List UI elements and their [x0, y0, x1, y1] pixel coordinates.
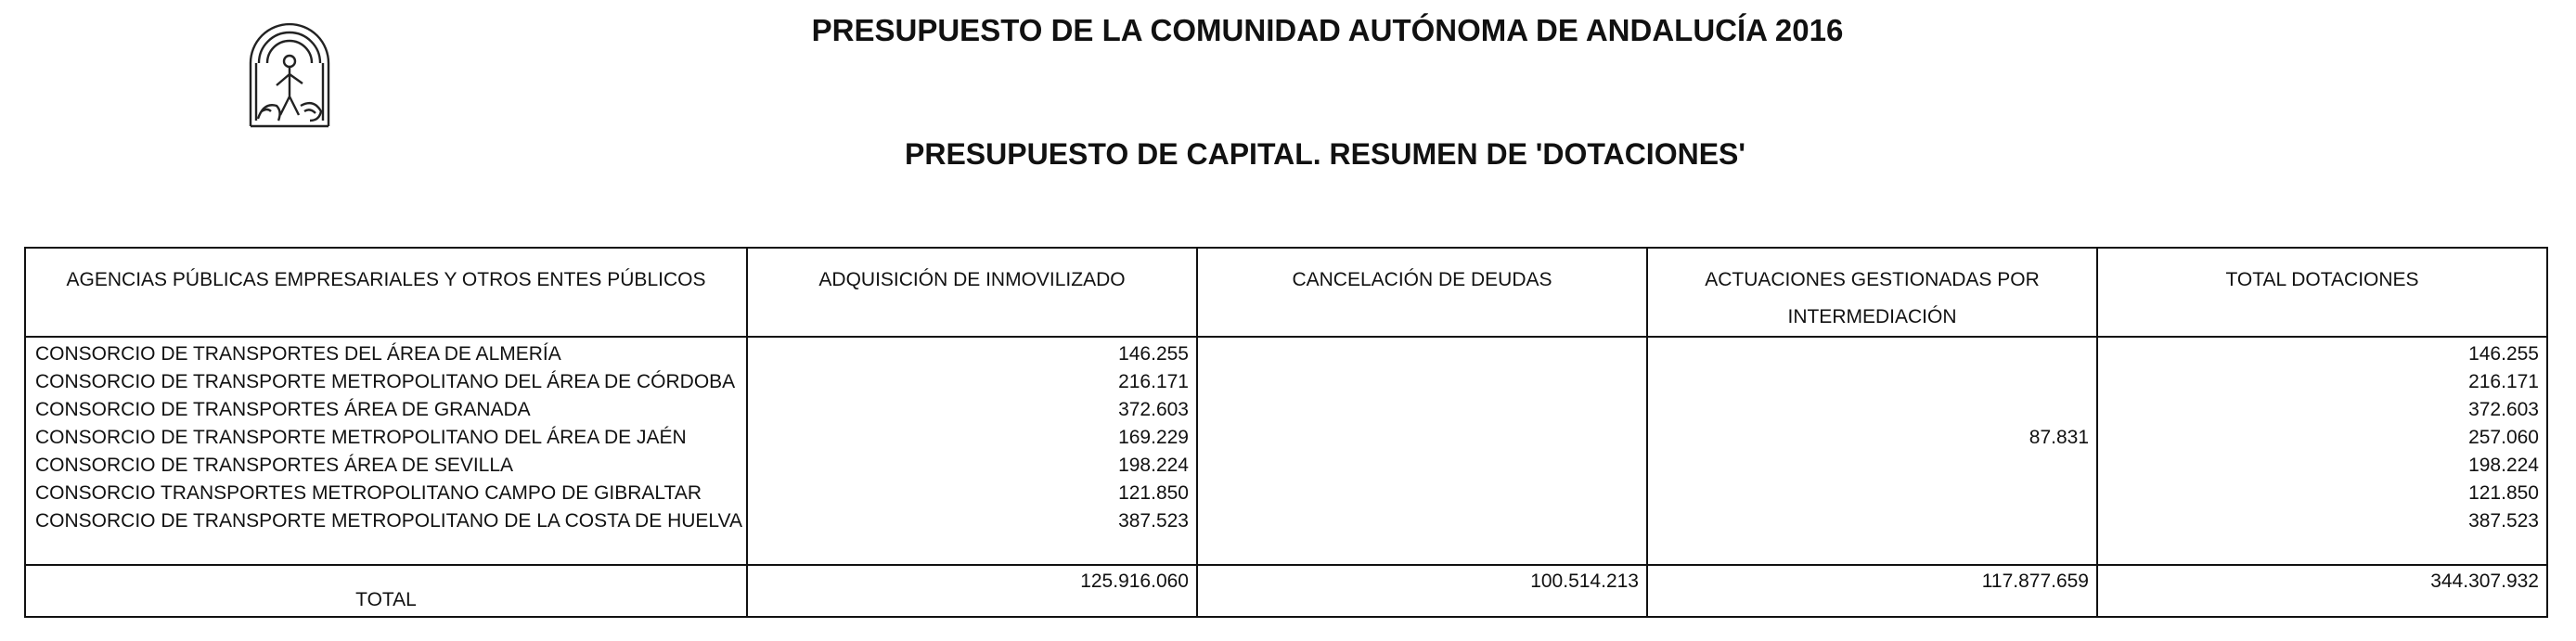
- debt-cancellation-value: [1198, 424, 1646, 452]
- debt-cancellation-value: [1198, 507, 1646, 535]
- table-body-row: [25, 337, 2547, 565]
- intermediation-value: [1648, 480, 2096, 507]
- column-header-total: TOTAL DOTACIONES: [2097, 248, 2547, 337]
- entity-name: CONSORCIO DE TRANSPORTES ÁREA DE GRANADA: [35, 399, 531, 420]
- entity-name: CONSORCIO DE TRANSPORTES ÁREA DE SEVILLA: [35, 455, 514, 476]
- total-values-cell: [2097, 337, 2547, 565]
- debt-cancellation-value: [1198, 368, 1646, 396]
- total-acquisition-value: 125.916.060: [1080, 570, 1189, 592]
- table-total-row: [25, 565, 2547, 617]
- total-value: 216.171: [2468, 371, 2539, 392]
- acquisition-value: 372.603: [1118, 399, 1189, 420]
- total-intermediation-cell: [1647, 565, 2097, 617]
- total-value: 121.850: [2468, 482, 2539, 504]
- total-value: 387.523: [2468, 510, 2539, 532]
- entity-name: CONSORCIO DE TRANSPORTE METROPOLITANO DEL ÁREA DE JAÉN: [35, 427, 687, 448]
- total-value: 257.060: [2468, 427, 2539, 448]
- column-header-entity: AGENCIAS PÚBLICAS EMPRESARIALES Y OTROS ENTES PÚBLICOS: [25, 248, 747, 337]
- debt-cancellation-value: [1198, 396, 1646, 424]
- table-header-row: [25, 248, 2547, 337]
- document-subtitle: PRESUPUESTO DE CAPITAL. RESUMEN DE 'DOTACIONES': [905, 137, 1745, 171]
- entity-name: CONSORCIO DE TRANSPORTE METROPOLITANO DEL ÁREA DE CÓRDOBA: [35, 371, 736, 392]
- column-header-intermediation: ACTUACIONES GESTIONADAS POR INTERMEDIACIÓN: [1647, 248, 2097, 337]
- total-acquisition-cell: [747, 565, 1197, 617]
- intermediation-value: 87.831: [2029, 427, 2089, 448]
- total-debt-cancellation-cell: [1197, 565, 1647, 617]
- debt-cancellation-value: [1198, 452, 1646, 480]
- grand-total-value: 344.307.932: [2430, 570, 2539, 592]
- acquisition-value: 216.171: [1118, 371, 1189, 392]
- acquisition-value: 121.850: [1118, 482, 1189, 504]
- acquisition-value: 387.523: [1118, 510, 1189, 532]
- entity-name: CONSORCIO TRANSPORTES METROPOLITANO CAMPO DE GIBRALTAR: [35, 482, 702, 504]
- total-intermediation-value: 117.877.659: [1981, 570, 2089, 592]
- entity-name: CONSORCIO DE TRANSPORTES DEL ÁREA DE ALMERÍA: [35, 343, 561, 365]
- debt-cancellation-value: [1198, 340, 1646, 368]
- acquisition-value: 146.255: [1118, 343, 1189, 365]
- intermediation-value: [1648, 368, 2096, 396]
- debt-cancellation-value: [1198, 480, 1646, 507]
- budget-table: [24, 247, 2548, 618]
- column-header-debt-cancellation: CANCELACIÓN DE DEUDAS: [1197, 248, 1647, 337]
- intermediation-value: [1648, 340, 2096, 368]
- total-label: TOTAL: [355, 589, 417, 610]
- intermediation-value: [1648, 396, 2096, 424]
- acquisition-value: 198.224: [1118, 455, 1189, 476]
- acquisition-values-cell: [747, 337, 1197, 565]
- debt-cancellation-values-cell: [1197, 337, 1647, 565]
- total-value: 198.224: [2468, 455, 2539, 476]
- entity-names-cell: [25, 337, 747, 565]
- intermediation-value: [1648, 452, 2096, 480]
- column-header-acquisition: ADQUISICIÓN DE INMOVILIZADO: [747, 248, 1197, 337]
- grand-total-cell: [2097, 565, 2547, 617]
- total-value: 146.255: [2468, 343, 2539, 365]
- entity-name: CONSORCIO DE TRANSPORTE METROPOLITANO DE LA COSTA DE HUELVA: [35, 510, 742, 532]
- intermediation-values-cell: [1647, 337, 2097, 565]
- intermediation-value: [1648, 507, 2096, 535]
- document-title: PRESUPUESTO DE LA COMUNIDAD AUTÓNOMA DE ANDALUCÍA 2016: [811, 13, 1844, 47]
- total-label-cell: [25, 565, 747, 617]
- total-value: 372.603: [2468, 399, 2539, 420]
- total-debt-cancellation-value: 100.514.213: [1530, 570, 1639, 592]
- acquisition-value: 169.229: [1118, 427, 1189, 448]
